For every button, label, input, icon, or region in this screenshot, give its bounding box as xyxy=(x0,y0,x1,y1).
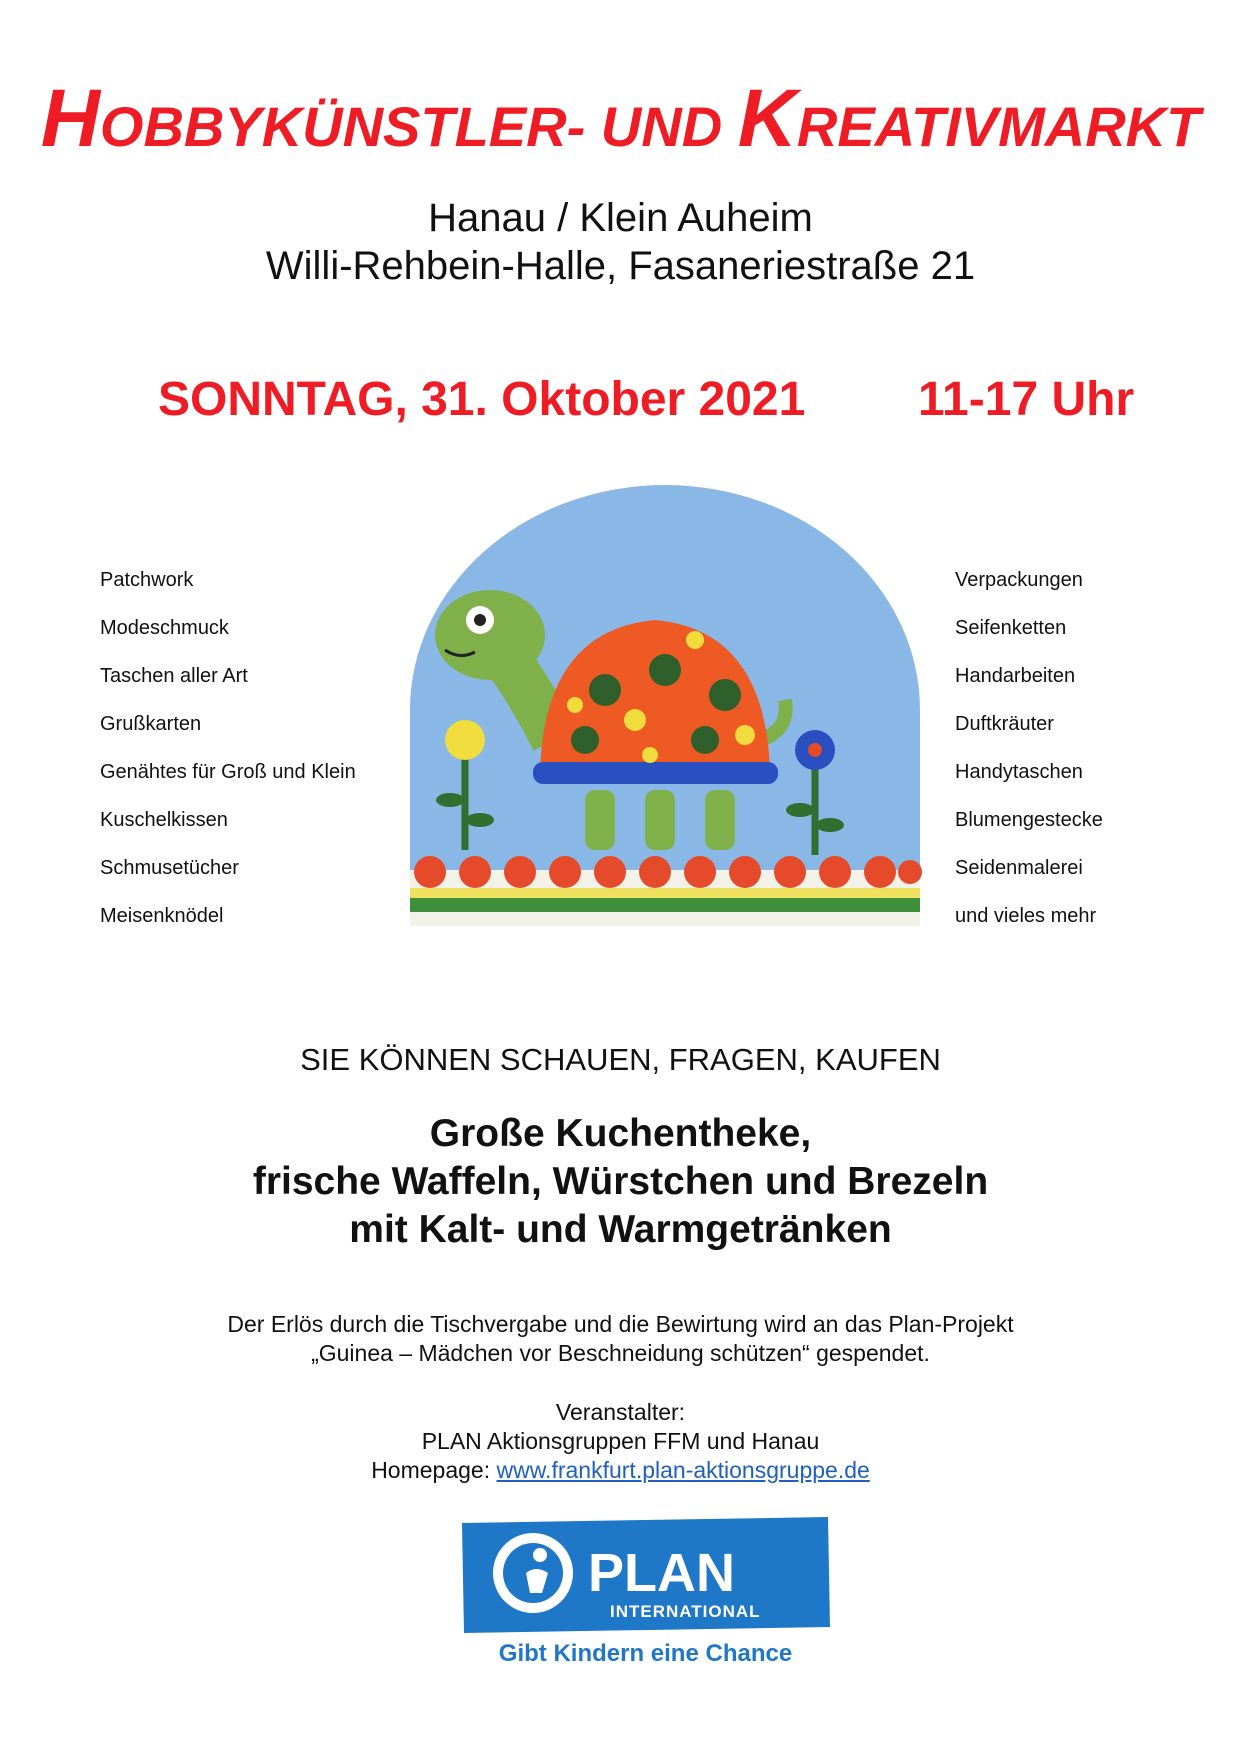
food-line: mit Kalt- und Warmgetränken xyxy=(349,1208,892,1251)
list-item: Seifenketten xyxy=(955,617,1067,639)
list-item: Handytaschen xyxy=(955,761,1083,783)
logo-brand-text: PLAN xyxy=(588,1543,735,1603)
list-item: Seidenmalerei xyxy=(955,857,1083,879)
homepage-link[interactable]: www.frankfurt.plan-aktionsgruppe.de xyxy=(496,1457,870,1483)
event-date: SONNTAG, 31. Oktober 2021 xyxy=(158,373,806,426)
list-item: Grußkarten xyxy=(100,713,202,735)
proceeds-line: „Guinea – Mädchen vor Beschneidung schützen“ gespendet. xyxy=(311,1340,930,1366)
food-line: frische Waffeln, Würstchen und Brezeln xyxy=(252,1160,989,1203)
organizer-info xyxy=(0,1398,1241,1485)
event-time: 11-17 Uhr xyxy=(918,373,1135,426)
list-item: und vieles mehr xyxy=(955,905,1097,927)
list-item: Modeschmuck xyxy=(100,617,229,639)
organizer-label: Veranstalter: xyxy=(555,1399,686,1425)
list-item: Patchwork xyxy=(100,569,194,591)
title-initial-h: H xyxy=(40,73,100,164)
turtle-rug-image xyxy=(405,470,925,970)
list-item: Verpackungen xyxy=(955,569,1083,591)
plan-international-logo xyxy=(458,1515,833,1635)
food-info xyxy=(0,1110,1241,1254)
food-line: Große Kuchentheke, xyxy=(429,1112,812,1155)
items-list-right xyxy=(955,568,1103,952)
list-item: Duftkräuter xyxy=(955,713,1054,735)
page-title xyxy=(0,72,1241,166)
location-venue: Willi-Rehbein-Halle, Fasaneriestraße 21 xyxy=(265,244,976,288)
list-item: Genähtes für Groß und Klein xyxy=(100,761,356,783)
logo-sub-text: INTERNATIONAL xyxy=(610,1602,761,1621)
homepage-line xyxy=(0,1456,1241,1485)
title-part-1: OBBYKÜNSTLER- UND xyxy=(99,95,738,158)
list-item: Schmusetücher xyxy=(100,857,239,879)
homepage-label: Homepage: xyxy=(371,1457,491,1483)
organizer-name: PLAN Aktionsgruppen FFM und Hanau xyxy=(421,1428,820,1454)
list-item: Taschen aller Art xyxy=(100,665,248,687)
list-item: Kuschelkissen xyxy=(100,809,228,831)
location-city: Hanau / Klein Auheim xyxy=(428,196,813,240)
items-list-left xyxy=(100,568,356,952)
proceeds-info xyxy=(0,1310,1241,1368)
logo-slogan: Gibt Kindern eine Chance xyxy=(498,1640,793,1667)
list-item: Handarbeiten xyxy=(955,665,1076,687)
title-part-2: REATIVMARKT xyxy=(796,95,1201,158)
proceeds-line: Der Erlös durch die Tischvergabe und die Bewirtung wird an das Plan-Projekt xyxy=(227,1311,1014,1337)
list-item: Blumengestecke xyxy=(955,809,1103,831)
list-item: Meisenknödel xyxy=(100,905,224,927)
tagline: SIE KÖNNEN SCHAUEN, FRAGEN, KAUFEN xyxy=(300,1042,941,1077)
title-initial-k: K xyxy=(737,73,797,164)
